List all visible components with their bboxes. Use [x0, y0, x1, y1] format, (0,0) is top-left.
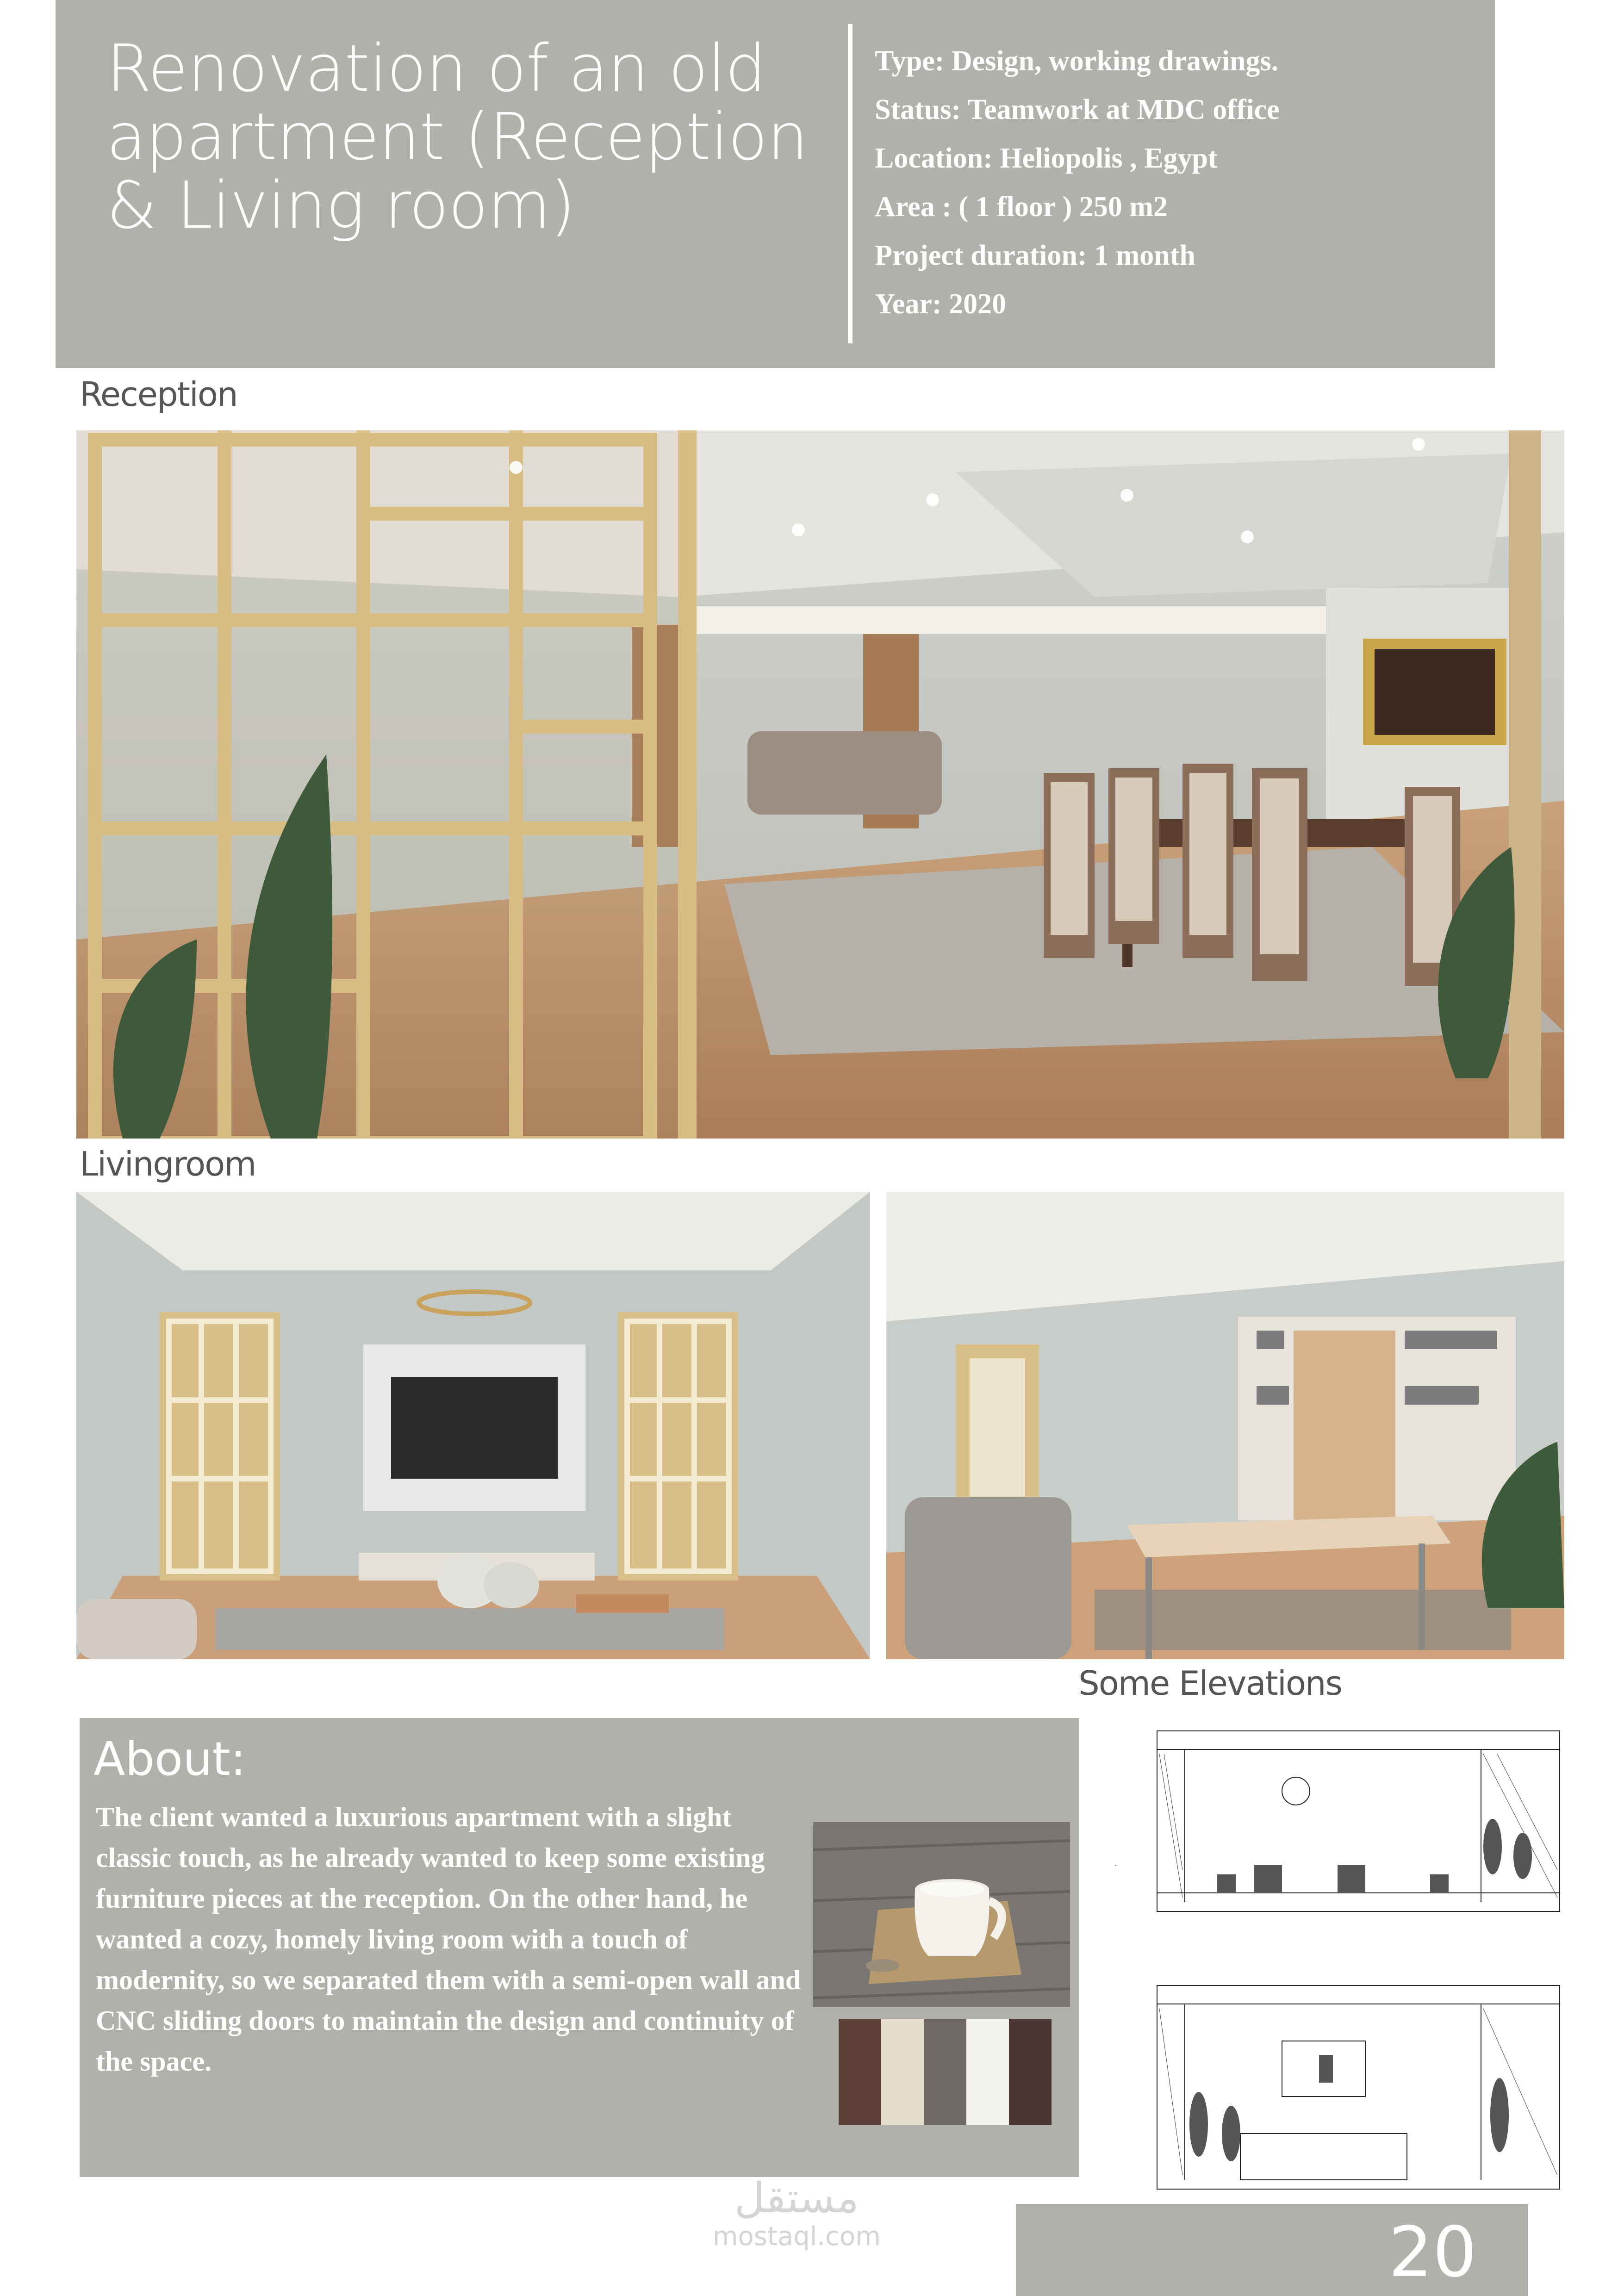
livingroom-label: Livingroom	[80, 1145, 256, 1183]
palette-swatch-2	[881, 2019, 924, 2125]
livingroom-render-desk-image	[886, 1192, 1564, 1659]
milk-jug-photo	[813, 1822, 1070, 2007]
page-number-box	[1016, 2204, 1528, 2296]
detail-year: Year: 2020	[875, 288, 1007, 320]
watermark	[713, 2175, 881, 2252]
elevation-drawings	[1078, 1717, 1569, 2203]
elevation-drawings-image	[1078, 1717, 1569, 2203]
page-number: 20	[1388, 2212, 1477, 2293]
milk-jug-photo-image	[813, 1822, 1070, 2007]
detail-status: Status: Teamwork at MDC office	[875, 94, 1280, 125]
elevations-label: Some Elevations	[1078, 1664, 1342, 1703]
livingroom-render-tv	[76, 1192, 870, 1659]
about-text: The client wanted a luxurious apartment with a slight classic touch, as he already wanted to keep some existing furniture pieces at the reception. On the other hand, he wanted a cozy, homely living room with a touch of modernity, so we separated them with a semi-open wall and CNC sliding doors to maintain the design and continuity of the space.	[96, 1802, 801, 2077]
page-title: Renovation of an old apartment (Reception & Living room)	[106, 31, 808, 243]
detail-duration: Project duration: 1 month	[875, 240, 1195, 271]
reception-label: Reception	[80, 375, 237, 414]
color-palette	[839, 2019, 1052, 2125]
detail-area: Area : ( 1 floor ) 250 m2	[875, 191, 1168, 223]
watermark-latin: mostaql.com	[713, 2221, 881, 2252]
livingroom-render-tv-image	[76, 1192, 870, 1659]
detail-type: Type: Design, working drawings.	[875, 45, 1279, 77]
palette-swatch-1	[839, 2019, 881, 2125]
about-box	[80, 1718, 1079, 2177]
watermark-arabic: مستقل	[734, 2174, 859, 2222]
palette-swatch-5	[1009, 2019, 1052, 2125]
about-title: About:	[93, 1732, 246, 1786]
palette-swatch-4	[966, 2019, 1009, 2125]
project-details	[875, 37, 1280, 329]
header-divider	[848, 24, 853, 343]
reception-render-image	[76, 430, 1564, 1139]
livingroom-render-desk	[886, 1192, 1564, 1659]
detail-location: Location: Heliopolis , Egypt	[875, 143, 1218, 174]
reception-render	[76, 430, 1564, 1139]
header-band	[56, 0, 1495, 368]
palette-swatch-3	[924, 2019, 966, 2125]
